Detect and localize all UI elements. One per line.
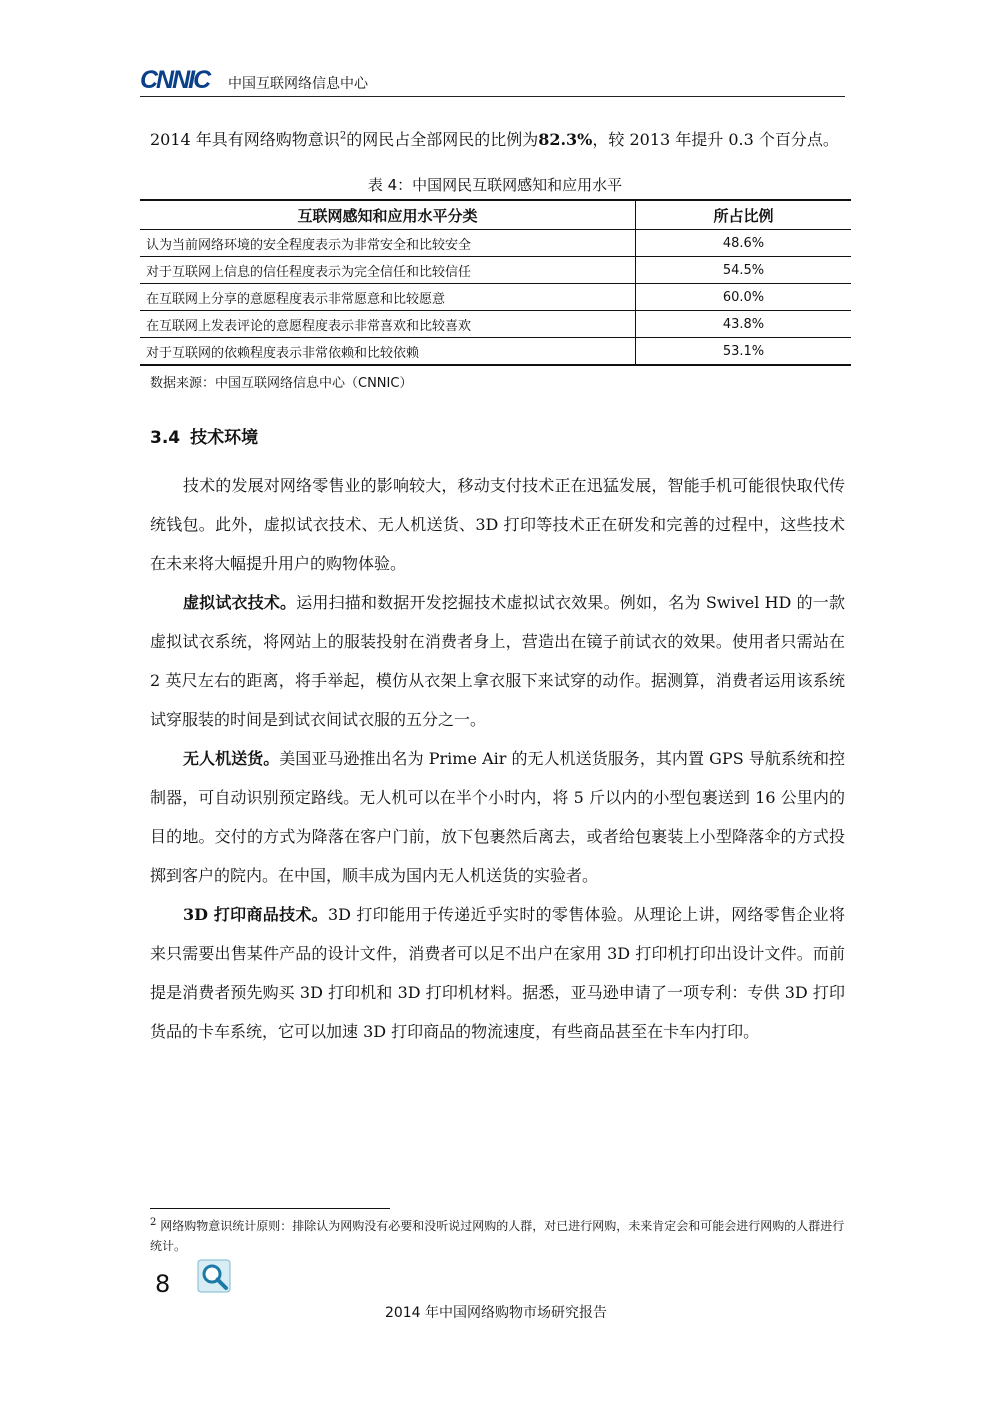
virtual-fitting-lead: 虚拟试衣技术。 — [183, 593, 297, 612]
table-header-row — [140, 200, 851, 230]
row-category: 在互联网上分享的意愿程度表示非常愿意和比较愿意 — [140, 284, 636, 311]
organization-name: 中国互联网络信息中心 — [228, 76, 368, 92]
page-number: 8 — [155, 1270, 171, 1298]
row-category: 对于互联网的依赖程度表示非常依赖和比较依赖 — [140, 338, 636, 366]
row-ratio: 43.8% — [636, 311, 852, 338]
cnnic-logo: CNNIC — [140, 66, 210, 94]
3d-printing-lead: 3D 打印商品技术。 — [183, 905, 328, 924]
table-row — [140, 311, 851, 338]
row-ratio: 48.6% — [636, 230, 852, 257]
intro-text-c: ，较 2013 年提升 0.3 个百分点。 — [592, 130, 839, 149]
row-category: 在互联网上发表评论的意愿程度表示非常喜欢和比较喜欢 — [140, 311, 636, 338]
row-ratio: 53.1% — [636, 338, 852, 366]
section-heading — [150, 423, 258, 448]
perception-table — [140, 199, 851, 366]
paragraph-drone-delivery — [150, 739, 845, 895]
footnote-ref[interactable]: 2 — [339, 130, 347, 142]
table-caption: 表 4：中国网民互联网感知和应用水平 — [367, 176, 623, 194]
paragraph-3d-printing — [150, 895, 845, 1051]
footer-title: 2014 年中国网络购物市场研究报告 — [384, 1305, 608, 1321]
drone-delivery-text: 美国亚马逊推出名为 Prime Air 的无人机送货服务，其内置 GPS 导航系统和控制器，可自动识别预定路线。无人机可以在半个小时内，将 5 斤以内的小型包裹送到 16 公里内的目的地。交付的方式为降落在客户门前，放下包裹然后离去，或者给包裹装上小型降落伞的方式投掷到客户的院内。在中国，顺丰成为国内无人机送货的实验者。 — [150, 749, 845, 885]
section-title: 技术环境 — [190, 428, 259, 448]
table-row — [140, 230, 851, 257]
drone-delivery-lead: 无人机送货。 — [183, 749, 280, 768]
paragraph-tech-development: 技术的发展对网络零售业的影响较大，移动支付技术正在迅猛发展，智能手机可能很快取代传统钱包。此外，虚拟试衣技术、无人机送货、3D 打印等技术正在研发和完善的过程中，这些技术在未来将大幅提升用户的购物体验。 — [150, 476, 845, 573]
intro-percentage: 82.3% — [538, 130, 593, 149]
header-ratio: 所占比例 — [636, 200, 852, 230]
footnote-text: 网络购物意识统计原则：排除认为网购没有必要和没听说过网购的人群，对已进行网购，未来肯定会和可能会进行网购的人群进行统计。 — [150, 1219, 845, 1253]
row-ratio: 54.5% — [636, 257, 852, 284]
footnote — [150, 1216, 845, 1256]
footnote-mark: 2 — [150, 1217, 157, 1228]
section-number: 3.4 — [150, 428, 181, 448]
row-category: 认为当前网络环境的安全程度表示为非常安全和比较安全 — [140, 230, 636, 257]
table-source: 数据来源：中国互联网络信息中心（CNNIC） — [150, 376, 413, 391]
table-row — [140, 284, 851, 311]
row-category: 对于互联网上信息的信任程度表示为完全信任和比较信任 — [140, 257, 636, 284]
paragraph-virtual-fitting — [150, 583, 845, 739]
magnifier-icon — [197, 1259, 231, 1293]
virtual-fitting-text: 运用扫描和数据开发挖掘技术虚拟试衣效果。例如，名为 Swivel HD 的一款虚拟试衣系统，将网站上的服装投射在消费者身上，营造出在镜子前试衣的效果。使用者只需站在 2 英尺左右的距离，将手举起，模仿从衣架上拿衣服下来试穿的动作。据测算，消费者运用该系统试穿服装的时间是到试衣间试衣服的五分之一。 — [150, 593, 845, 729]
3d-printing-text: 3D 打印能用于传递近乎实时的零售体验。从理论上讲，网络零售企业将来只需要出售某件产品的设计文件，消费者可以足不出户在家用 3D 打印机打印出设计文件。而前提是消费者预先购买 3D 打印机和 3D 打印机材料。据悉，亚马逊申请了一项专利：专供 3D 打印货品的卡车系统，它可以加速 3D 打印商品的物流速度，有些商品甚至在卡车内打印。 — [150, 905, 845, 1041]
table-row — [140, 257, 851, 284]
intro-text-b: 的网民占全部网民的比例为 — [346, 130, 539, 149]
table-row — [140, 338, 851, 366]
intro-text-a: 2014 年具有网络购物意识 — [150, 130, 340, 149]
header-category: 互联网感知和应用水平分类 — [140, 200, 636, 230]
row-ratio: 60.0% — [636, 284, 852, 311]
page-header — [140, 66, 845, 97]
footnote-divider — [150, 1208, 390, 1209]
intro-paragraph — [150, 120, 845, 159]
